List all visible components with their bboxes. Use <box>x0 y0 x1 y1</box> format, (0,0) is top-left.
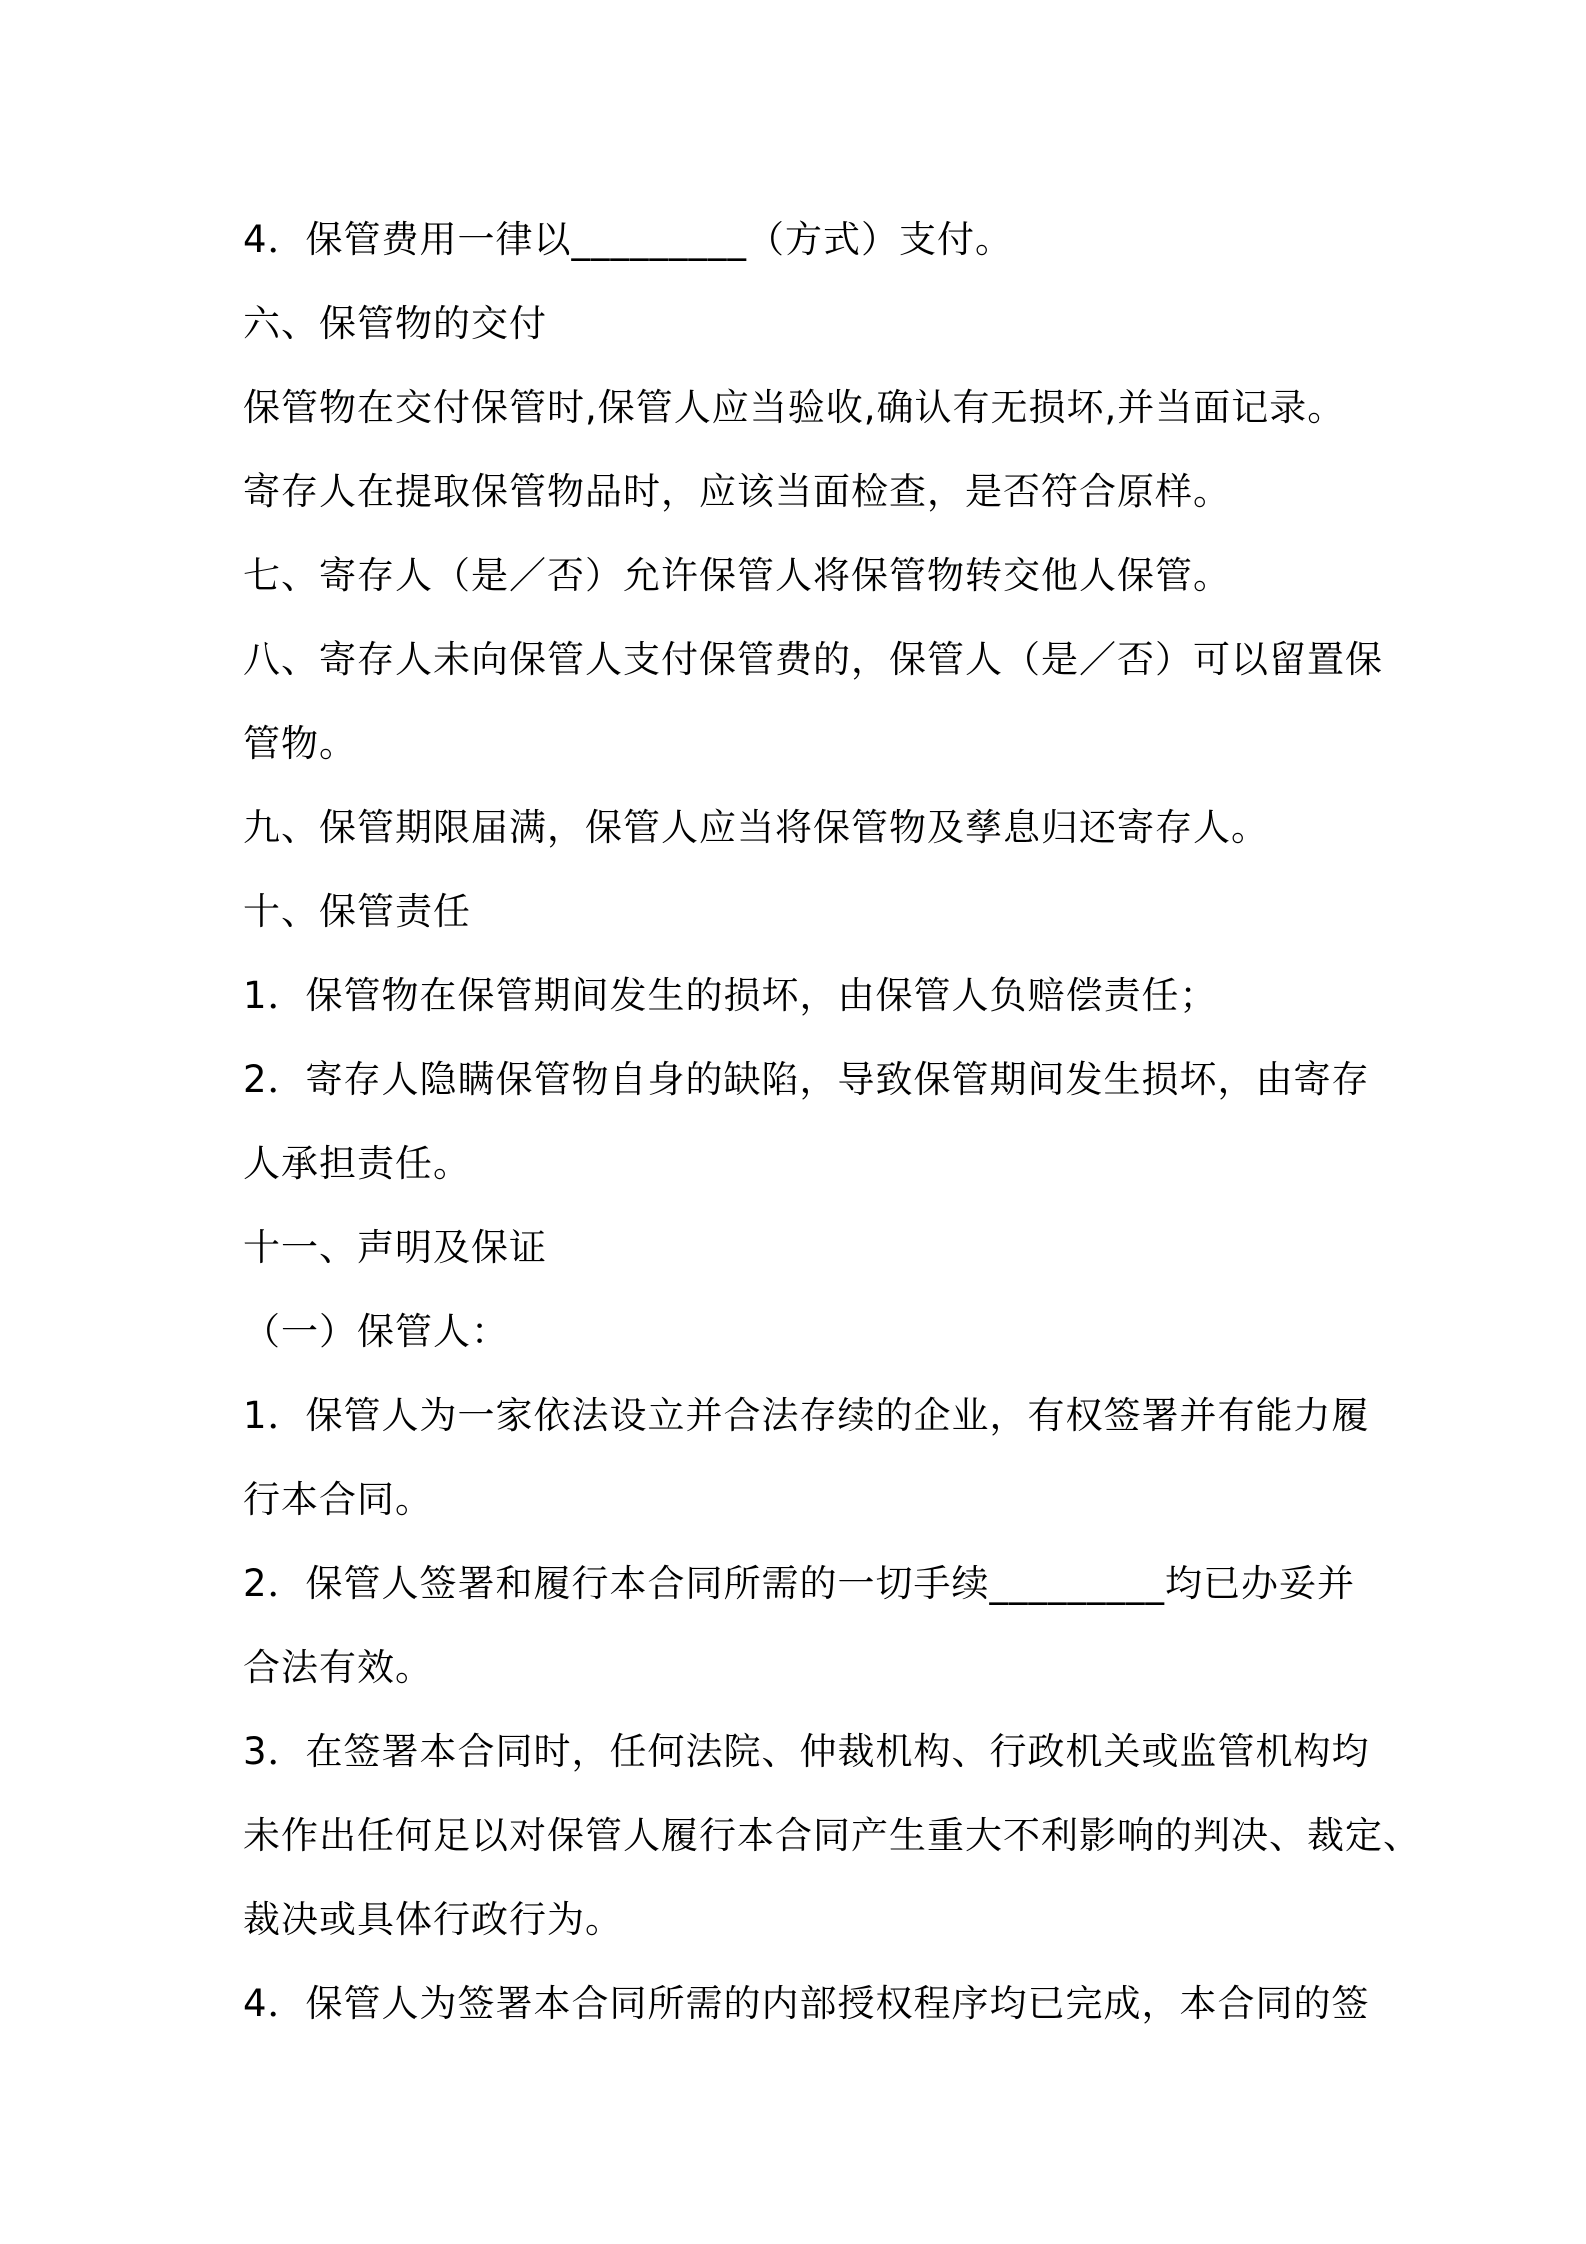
section-10-heading: 十、保管责任 <box>243 890 471 933</box>
section-11-item-2-line-1: 2．保管人签署和履行本合同所需的一切手续_________均已办妥并 <box>243 1562 1356 1605</box>
section-10-item-2-line-2: 人承担责任。 <box>243 1142 471 1185</box>
section-11-item-2-line-2: 合法有效。 <box>243 1646 433 1689</box>
section-7-text: 七、寄存人（是／否）允许保管人将保管物转交他人保管。 <box>243 554 1231 597</box>
section-10-item-1: 1．保管物在保管期间发生的损坏，由保管人负赔偿责任； <box>243 974 1218 1017</box>
document-body <box>243 198 1421 2046</box>
section-11-subheading: （一）保管人： <box>243 1310 509 1353</box>
section-6-text-2: 寄存人在提取保管物品时，应该当面检查，是否符合原样。 <box>243 470 1231 513</box>
section-11-heading: 十一、声明及保证 <box>243 1226 547 1269</box>
section-11-item-3-line-3: 裁决或具体行政行为。 <box>243 1898 623 1941</box>
section-11-item-4-line-1: 4．保管人为签署本合同所需的内部授权程序均已完成，本合同的签 <box>243 1982 1370 2025</box>
section-6-text-1: 保管物在交付保管时,保管人应当验收,确认有无损坏,并当面记录。 <box>243 386 1346 429</box>
section-11-item-1-line-1: 1．保管人为一家依法设立并合法存续的企业，有权签署并有能力履 <box>243 1394 1370 1437</box>
section-10-item-2-line-1: 2．寄存人隐瞒保管物自身的缺陷，导致保管期间发生损坏，由寄存 <box>243 1058 1370 1101</box>
clause-4-payment: 4．保管费用一律以_________（方式）支付。 <box>243 218 1014 261</box>
section-11-item-3-line-2: 未作出任何足以对保管人履行本合同产生重大不利影响的判决、裁定、 <box>243 1814 1421 1857</box>
section-8-text-2: 管物。 <box>243 722 357 765</box>
section-11-item-1-line-2: 行本合同。 <box>243 1478 433 1521</box>
section-6-heading: 六、保管物的交付 <box>243 302 547 345</box>
section-9-text: 九、保管期限届满，保管人应当将保管物及孳息归还寄存人。 <box>243 806 1269 849</box>
section-8-text-1: 八、寄存人未向保管人支付保管费的，保管人（是／否）可以留置保 <box>243 638 1383 681</box>
section-11-item-3-line-1: 3．在签署本合同时，任何法院、仲裁机构、行政机关或监管机构均 <box>243 1730 1370 1773</box>
